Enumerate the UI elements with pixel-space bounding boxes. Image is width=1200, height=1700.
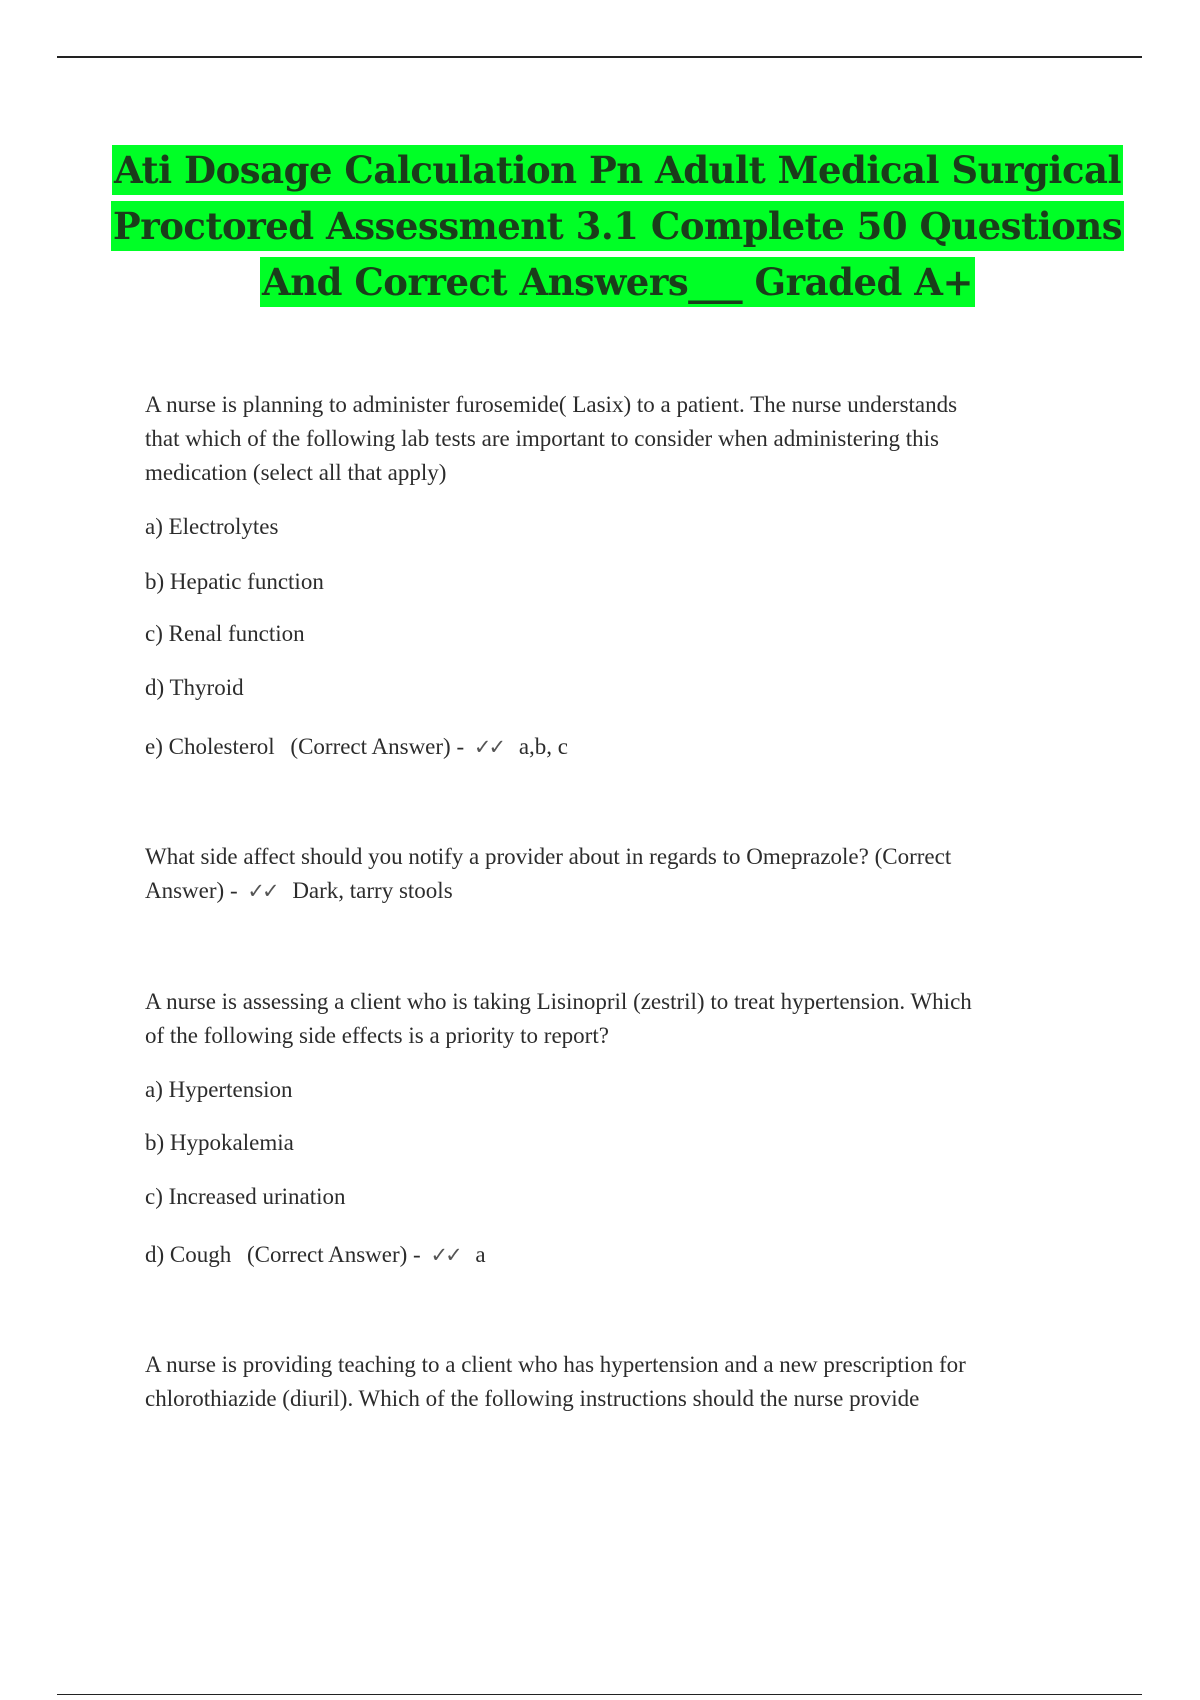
question-3-option-d-with-answer [145,1240,486,1270]
question-4-line-2: chlorothiazide (diuril). Which of the following instructions should the nurse provide [145,1386,920,1411]
question-1-option-d: d) Thyroid [145,675,244,700]
question-3-option-d: d) Cough [145,1242,232,1267]
question-1-line-2: that which of the following lab tests are important to consider when administering this [145,426,939,451]
title-line-2: Proctored Assessment 3.1 Complete 50 Questions [111,201,1124,251]
question-3-line-1: A nurse is assessing a client who is taking Lisinopril (zestril) to treat hypertension. Which [145,989,972,1014]
document-title [100,145,1135,313]
double-checkmark-icon: ✓✓ [247,879,277,903]
question-4-line-1: A nurse is providing teaching to a client who has hypertension and a new prescription for [145,1352,966,1377]
top-rule [57,56,1142,58]
question-2-line-2: Answer) - [145,878,238,903]
title-line-1: Ati Dosage Calculation Pn Adult Medical Surgical [112,145,1123,195]
question-3-option-b: b) Hypokalemia [145,1130,294,1155]
question-2-answer: Dark, tarry stools [292,878,453,903]
question-3-answer-label: (Correct Answer) - [247,1242,421,1267]
question-2-text [145,840,1095,908]
bottom-rule [57,1694,1142,1695]
question-3-answer: a [475,1242,486,1267]
question-1-option-a: a) Electrolytes [145,514,279,539]
question-3-option-a: a) Hypertension [145,1077,293,1102]
question-2-line-1: What side affect should you notify a provider about in regards to Omeprazole? (Correct [145,844,952,869]
question-1-option-e: e) Cholesterol [145,734,275,759]
question-2-line-2-with-answer [145,874,1095,908]
question-1-answer-label: (Correct Answer) - [290,734,465,759]
title-line-3: And Correct Answers___ Graded A+ [260,257,975,307]
question-4-text [145,1348,1095,1416]
question-1-text [145,388,1095,490]
question-3-option-c: c) Increased urination [145,1184,346,1209]
double-checkmark-icon: ✓✓ [430,1243,460,1267]
question-3-text [145,985,1095,1053]
question-1-line-3: medication (select all that apply) [145,460,447,485]
question-3-line-2: of the following side effects is a priority to report? [145,1023,609,1048]
question-1-line-1: A nurse is planning to administer furosemide( Lasix) to a patient. The nurse understands [145,392,958,417]
question-1-option-e-with-answer [145,732,568,762]
question-1-option-c: c) Renal function [145,621,305,646]
question-1-answer: a,b, c [518,734,568,759]
double-checkmark-icon: ✓✓ [473,735,504,759]
question-1-option-b: b) Hepatic function [145,569,324,594]
